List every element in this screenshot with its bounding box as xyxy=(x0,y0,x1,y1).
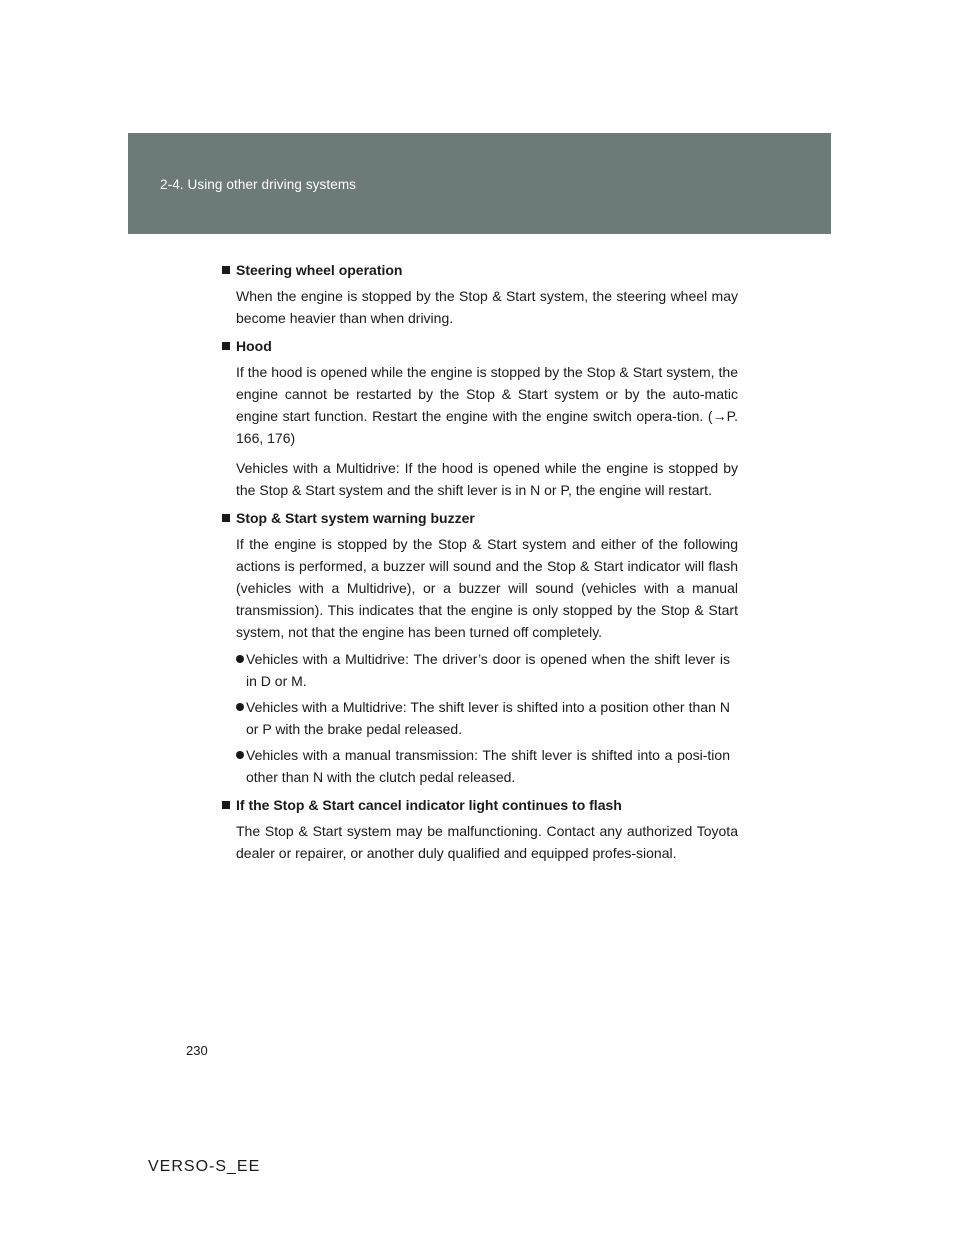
list-item-text: Vehicles with a manual transmission: The shift lever is shifted into a posi-tion other than N with the clutch pedal released. xyxy=(246,747,730,785)
square-bullet-icon xyxy=(222,801,230,809)
section-header-title: 2-4. Using other driving systems xyxy=(160,177,357,192)
round-bullet-icon xyxy=(236,655,244,663)
section-title-text: Hood xyxy=(236,338,272,354)
header-band xyxy=(128,133,831,234)
paragraph: Vehicles with a Multidrive: If the hood is opened while the engine is stopped by the Stop & Start system and the shift lever is in N or P, the engine will restart. xyxy=(236,460,738,498)
section-title xyxy=(222,794,738,816)
bullet-list xyxy=(236,648,738,788)
model-code: VERSO-S_EE xyxy=(148,1158,261,1175)
page-content xyxy=(222,259,738,864)
list-item xyxy=(236,648,738,692)
section-warning-buzzer xyxy=(222,507,738,788)
round-bullet-icon xyxy=(236,703,244,711)
list-item-text: Vehicles with a Multidrive: The driver’s door is opened when the shift lever is in D or M. xyxy=(246,651,730,689)
page-number: 230 xyxy=(186,1043,208,1058)
list-item-text: Vehicles with a Multidrive: The shift lever is shifted into a position other than N or P with the brake pedal released. xyxy=(246,699,730,737)
list-item xyxy=(236,696,738,740)
round-bullet-icon xyxy=(236,751,244,759)
square-bullet-icon xyxy=(222,342,230,350)
paragraph: The Stop & Start system may be malfunctioning. Contact any authorized Toyota dealer or repairer, or another duly qualified and equipped profes-sional. xyxy=(236,823,738,861)
section-steering-wheel xyxy=(222,259,738,329)
section-title-text: Stop & Start system warning buzzer xyxy=(236,510,475,526)
paragraph: If the hood is opened while the engine is stopped by the Stop & Start system, the engine cannot be restarted by the Stop & Start system or by the auto-matic engine start function. Restart the engine with the engine switch opera-tion. (→P. 166, 176) xyxy=(236,364,738,446)
square-bullet-icon xyxy=(222,266,230,274)
section-title xyxy=(222,335,738,357)
square-bullet-icon xyxy=(222,514,230,522)
paragraph: If the engine is stopped by the Stop & Start system and either of the following actions is performed, a buzzer will sound and the Stop & Start indicator will flash (vehicles with a Multidrive), or a buzzer will sound (vehicles with a manual transmission). This indicates that the engine is only stopped by the Stop & Start system, not that the engine has been turned off completely. xyxy=(236,536,738,640)
section-title-text: Steering wheel operation xyxy=(236,262,403,278)
list-item xyxy=(236,744,738,788)
section-title xyxy=(222,259,738,281)
section-title xyxy=(222,507,738,529)
paragraph: When the engine is stopped by the Stop & Start system, the steering wheel may become heavier than when driving. xyxy=(236,288,738,326)
section-title-text: If the Stop & Start cancel indicator light continues to flash xyxy=(236,797,622,813)
section-cancel-indicator xyxy=(222,794,738,864)
section-hood xyxy=(222,335,738,501)
